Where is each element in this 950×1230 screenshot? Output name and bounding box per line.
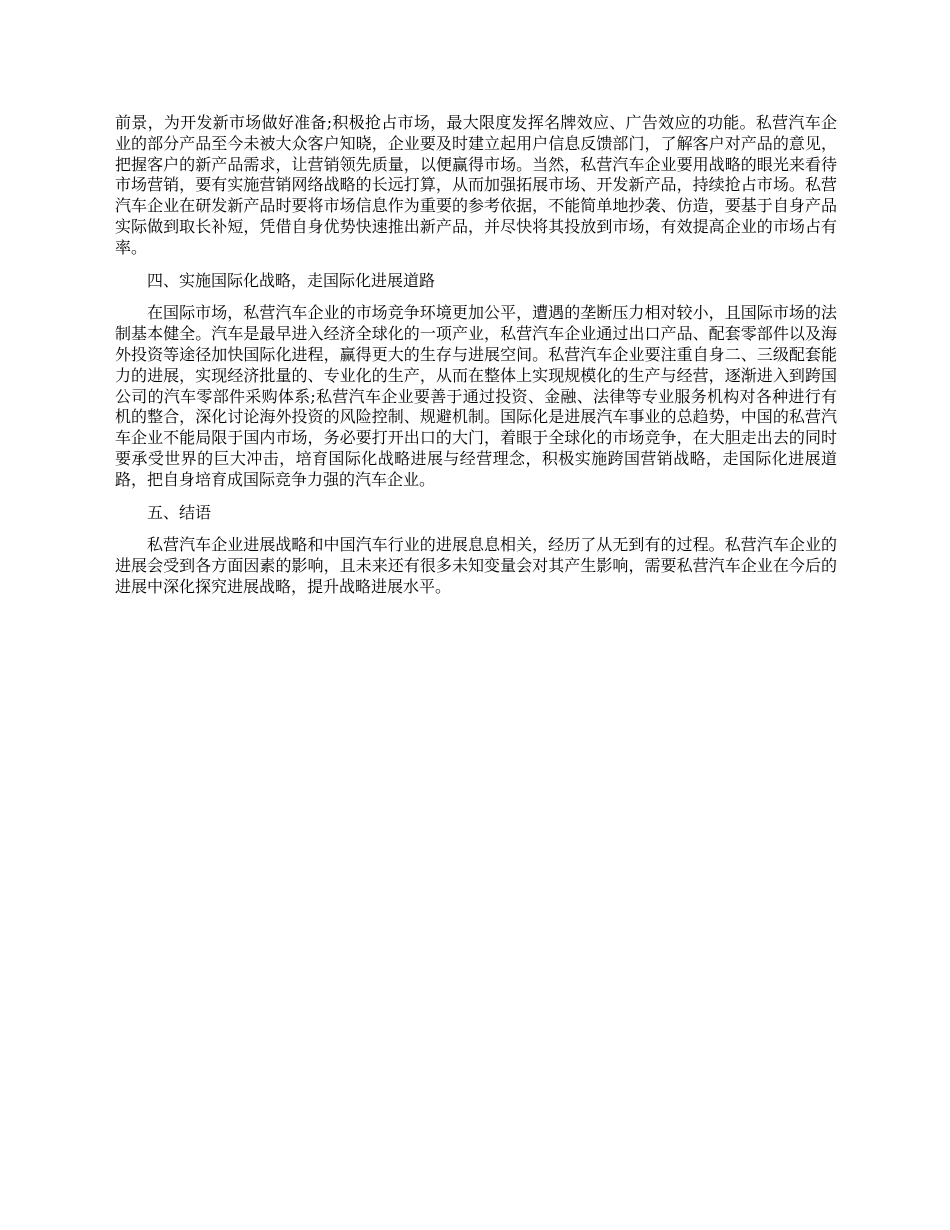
- paragraph-section-5: 私营汽车企业进展战略和中国汽车行业的进展息息相关，经历了从无到有的过程。私营汽车企业的进展会受到各方面因素的影响，且未来还有很多未知变量会对其产生影响，需要私营汽车企业在今后的进展中深化探究进展战略，提升战略进展水平。: [115, 535, 837, 596]
- paragraph-continued: 前景，为开发新市场做好准备;积极抢占市场，最大限度发挥名牌效应、广告效应的功能。私营汽车企业的部分产品至今未被大众客户知晓，企业要及时建立起用户信息反馈部门，了解客户对产品的意见，把握客户的新产品需求，让营销领先质量，以便赢得市场。当然，私营汽车企业要用战略的眼光来看待市场营销，要有实施营销网络战略的长远打算，从而加强拓展市场、开发新产品，持续抢占市场。私营汽车企业在研发新产品时要将市场信息作为重要的参考依据，不能简单地抄袭、仿造，要基于自身产品实际做到取长补短，凭借自身优势快速推出新产品，并尽快将其投放到市场，有效提高企业的市场占有率。: [115, 113, 837, 257]
- document-page: [115, 113, 837, 610]
- section-heading-5: 五、结语: [147, 502, 212, 522]
- paragraph-section-4: 在国际市场，私营汽车企业的市场竞争环境更加公平，遭遇的垄断压力相对较小，且国际市场的法制基本健全。汽车是最早进入经济全球化的一项产业，私营汽车企业通过出口产品、配套零部件以及海外投资等途径加快国际化进程，赢得更大的生存与进展空间。私营汽车企业要注重自身二、三级配套能力的进展，实现经济批量的、专业化的生产，从而在整体上实现规模化的生产与经营，逐渐进入到跨国公司的汽车零部件采购体系;私营汽车企业要善于通过投资、金融、法律等专业服务机构对各种进行有机的整合，深化讨论海外投资的风险控制、规避机制。国际化是进展汽车事业的总趋势，中国的私营汽车企业不能局限于国内市场，务必要打开出口的大门，着眼于全球化的市场竞争，在大胆走出去的同时要承受世界的巨大冲击，培育国际化战略进展与经营理念，积极实施跨国营销战略，走国际化进展道路，把自身培育成国际竞争力强的汽车企业。: [115, 303, 837, 489]
- section-heading-4: 四、实施国际化战略，走国际化进展道路: [147, 270, 436, 290]
